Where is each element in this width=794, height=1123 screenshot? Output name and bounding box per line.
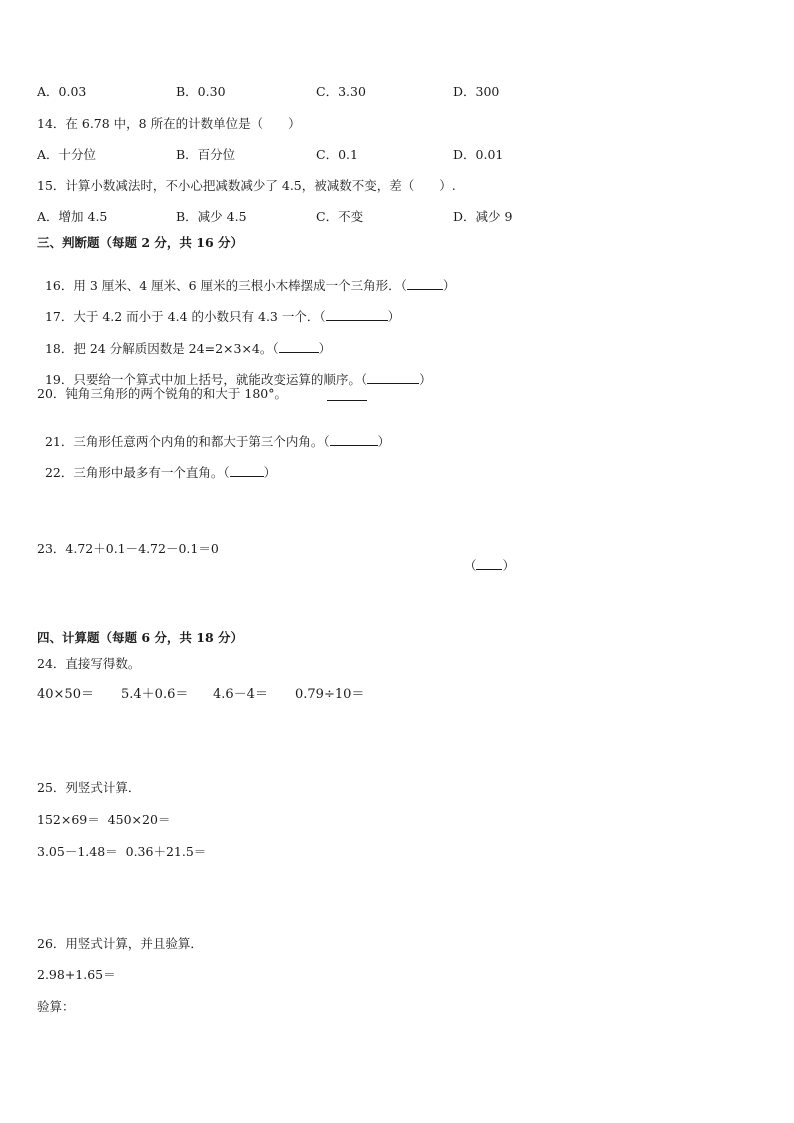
question-21: [37, 417, 390, 450]
q24-question: 24．直接写得数。: [37, 656, 141, 671]
q15-option-c: C．不变: [316, 209, 364, 224]
q18-text: 18．把 24 分解质因数是 24=2×3×4。（: [44, 341, 279, 356]
q14-option-b: B．百分位: [176, 147, 236, 162]
answer-blank[interactable]: [230, 464, 264, 477]
question-18: [37, 324, 331, 357]
q13-option-c: C．3.30: [316, 84, 366, 99]
q26-check-label: 验算：: [37, 999, 75, 1014]
q23-paren-open: （: [463, 558, 477, 573]
q25-question: 25．列竖式计算．: [37, 780, 141, 795]
q25-row-2: 3.05－1.48＝ 0.36＋21.5＝: [37, 844, 207, 859]
question-19: [37, 355, 432, 388]
q24-item-2: 5.4＋0.6＝: [121, 687, 189, 702]
section-3-title: 三、判断题（每题 2 分，共 16 分）: [37, 235, 244, 250]
q15-question: 15．计算小数减法时，不小心把减数减少了 4.5，被减数不变，差（ ）.: [37, 178, 456, 193]
q21-paren: ）: [377, 434, 391, 449]
question-20: 20．钝角三角形的两个锐角的和大于 180°。: [37, 386, 287, 401]
q16-paren: ）: [442, 278, 456, 293]
q18-paren: ）: [318, 341, 332, 356]
q21-text: 21．三角形任意两个内角的和都大于第三个内角。（: [44, 434, 330, 449]
question-22: [37, 448, 276, 481]
q14-option-c: C．0.1: [316, 147, 358, 162]
q16-text: 16．用 3 厘米、4 厘米、6 厘米的三根小木棒摆成一个三角形．（: [44, 278, 407, 293]
q22-text: 22．三角形中最多有一个直角。（: [44, 465, 230, 480]
answer-blank[interactable]: [407, 277, 443, 290]
q13-option-b: B．0.30: [176, 84, 226, 99]
q14-option-a: A．十分位: [37, 147, 97, 162]
q20-answer-blank[interactable]: [327, 399, 367, 401]
question-23: 23．4.72＋0.1－4.72－0.1＝0: [37, 541, 219, 556]
answer-blank[interactable]: [326, 308, 388, 321]
q25-row-1: 152×69＝ 450×20＝: [37, 812, 171, 827]
q17-text: 17．大于 4.2 而小于 4.4 的小数只有 4.3 一个．（: [44, 309, 326, 324]
q26-expression: 2.98+1.65＝: [37, 967, 116, 982]
question-16: [37, 261, 455, 294]
section-4-title: 四、计算题（每题 6 分，共 18 分）: [37, 630, 244, 645]
q17-paren: ）: [387, 309, 401, 324]
answer-blank[interactable]: [279, 340, 319, 353]
q14-option-d: D．0.01: [453, 147, 504, 162]
q15-option-b: B．减少 4.5: [176, 209, 247, 224]
q14-question: 14．在 6.78 中，8 所在的计数单位是（ ）: [37, 116, 301, 131]
q13-option-d: D．300: [453, 84, 500, 99]
answer-blank[interactable]: [476, 557, 502, 570]
q24-item-4: 0.79÷10＝: [295, 687, 365, 702]
answer-blank[interactable]: [330, 433, 378, 446]
q23-paren-close: ）: [502, 558, 515, 573]
answer-blank[interactable]: [367, 371, 419, 384]
q23-answer: [456, 541, 515, 574]
q24-item-3: 4.6－4＝: [213, 687, 268, 702]
q15-option-d: D．减少 9: [453, 209, 513, 224]
q22-paren: ）: [263, 465, 277, 480]
q26-question: 26．用竖式计算，并且验算．: [37, 936, 203, 951]
q19-paren: ）: [419, 372, 432, 387]
q24-item-1: 40×50＝: [37, 687, 94, 702]
q13-option-a: A．0.03: [37, 84, 87, 99]
q19-text: 19．只要给一个算式中加上括号，就能改变运算的顺序。（: [44, 372, 368, 387]
q15-option-a: A．增加 4.5: [37, 209, 108, 224]
question-17: [37, 292, 400, 325]
